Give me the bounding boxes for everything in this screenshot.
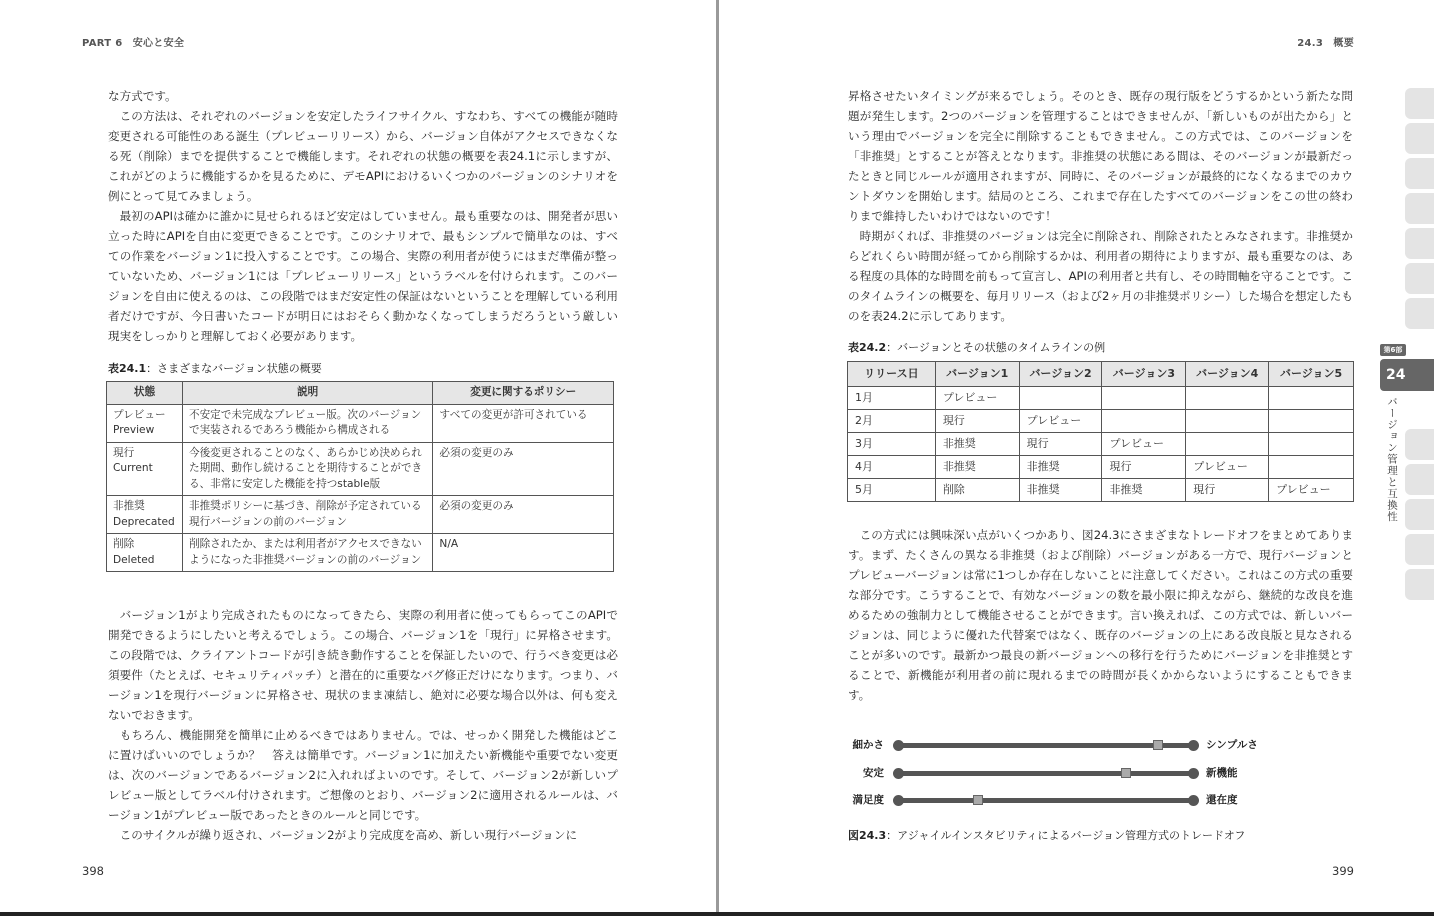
state-cell: 削除 Deleted [107,534,183,572]
policy-cell: N/A [433,534,614,572]
slider-thumb [973,795,983,805]
table-cell: 現行 [1019,432,1102,455]
table-caption-label: 表24.1 [108,362,147,375]
table-row [848,478,1354,501]
thumb-tab[interactable] [1405,88,1434,119]
table-cell: 現行 [1102,455,1186,478]
right-body-bottom [848,525,1353,705]
thumb-index-tabs-bottom [1405,394,1434,604]
paragraph: な方式です。 [108,89,177,103]
table-row [848,409,1354,432]
table-cell: 非推奨 [1102,478,1186,501]
policy-cell: 必須の変更のみ [433,442,614,496]
slider-right-label: 還在度 [1206,794,1238,806]
table-row [107,442,614,496]
table-cell: 現行 [935,409,1019,432]
slider-track [898,743,1194,748]
tradeoff-slider [848,737,1278,753]
right-body-top [848,86,1353,326]
page-number-right: 399 [1332,864,1354,878]
slider-end-dot [1188,740,1199,751]
table-cell [1269,386,1354,409]
table-cell: プレビュー [1019,409,1102,432]
state-cell: 非推奨 Deprecated [107,496,183,534]
table-cell: 非推奨 [935,455,1019,478]
figure-caption-text: ：アジャイルインスタビリティによるバージョン管理方式のトレードオフ [886,829,1246,842]
chapter-number-tab[interactable]: 24 [1380,359,1434,391]
slider-right-label: 新機能 [1206,767,1238,779]
description-cell: 不安定で未完成なプレビュー版。次のバージョンで実装されるであろう機能から構成される [182,404,432,442]
thumb-tab[interactable] [1405,123,1434,154]
paragraph: このサイクルが繰り返され、バージョン2がより完成度を高め、新しい現行バージョンに [119,828,578,842]
table-header: バージョン2 [1019,362,1102,387]
slider-end-dot [893,795,904,806]
running-head-right: 24.3 概要 [1297,38,1354,49]
table-header: バージョン5 [1269,362,1354,387]
thumb-tab[interactable] [1405,158,1434,189]
table-row [848,455,1354,478]
thumb-index-tabs-top [1405,88,1434,333]
table-header: バージョン4 [1186,362,1269,387]
table-cell: プレビュー [1186,455,1269,478]
table-cell [1019,386,1102,409]
slider-right-label: シンプルさ [1206,739,1258,751]
thumb-tab[interactable] [1405,298,1434,329]
thumb-tab[interactable] [1405,228,1434,259]
table-cell: 1月 [848,386,936,409]
thumb-tab[interactable] [1405,263,1434,294]
table-header: 変更に関するポリシー [433,382,614,405]
paragraph: この方法は、それぞれのバージョンを安定したライフサイクル、すなわち、すべての機能が随時変更される可能性のある誕生（プレビューリリース）から、バージョン自体がアクセスできなくなる死（削除）までを提供することで機能します。それぞれの状態の概要を表24.1に示しますが、これがどのように機能するかを見るために、デモAPIにおけるいくつかのバージョンのシナリオを例にとって見てみましょう。 [108,109,618,203]
state-cell: プレビュー Preview [107,404,183,442]
table-header: リリース日 [848,362,936,387]
table-row [107,496,614,534]
table-header: 説明 [182,382,432,405]
thumb-tab[interactable] [1405,534,1434,565]
running-head-left: PART 6 安心と安全 [82,38,185,49]
table-cell: 現行 [1186,478,1269,501]
slider-track [898,798,1194,803]
table-cell [1269,432,1354,455]
table-caption-label: 表24.2 [848,341,887,354]
thumb-tab[interactable] [1405,569,1434,600]
description-cell: 削除されたか、または利用者がアクセスできないようになった非推奨バージョンの前のバージョン [182,534,432,572]
state-cell: 現行 Current [107,442,183,496]
slider-track [898,771,1194,776]
table-cell: 3月 [848,432,936,455]
thumb-tab[interactable] [1405,429,1434,460]
table-header: バージョン1 [935,362,1019,387]
table-cell: プレビュー [935,386,1019,409]
table-caption-text: ：さまざまなバージョン状態の概要 [146,362,322,375]
left-body-top [108,86,618,346]
table-cell: 5月 [848,478,936,501]
table-cell: 非推奨 [935,432,1019,455]
slider-end-dot [1188,768,1199,779]
slider-left-label: 安定 [863,767,884,779]
table-cell: 4月 [848,455,936,478]
description-cell: 今後変更されることのなく、あらかじめ決められた期間、動作し続けることを期待することができる、非常に安定した機能を持つstable版 [182,442,432,496]
version-state-table [106,381,614,572]
thumb-tab[interactable] [1405,464,1434,495]
table-cell: 2月 [848,409,936,432]
table-caption [848,339,1105,355]
description-cell: 非推奨ポリシーに基づき、削除が予定されている現行バージョンの前のバージョン [182,496,432,534]
paragraph: 昇格させたいタイミングが来るでしょう。そのとき、既存の現行版をどうするかという新たな問題が発生します。2つのバージョンを管理することはできませんが、「新しいものが出たから」という理由でバージョンを完全に削除することもできません。この方式では、このバージョンを「非推奨」とすることが答えとなります。非推奨の状態にある間は、そのバージョンが最新だったときと同じルールが適用されますが、同時に、そのバージョンが最終的になくなるまでのカウントダウンを開始します。結局のところ、これまで存在したすべてのバージョンをこの世の終わりまで維持したいわけではないのです！ [848,89,1353,223]
table-row [848,386,1354,409]
table-cell [1186,409,1269,432]
chapter-title-vertical: バージョン管理と互換性 [1386,396,1398,523]
tradeoff-slider [848,792,1278,808]
paragraph: 時期がくれば、非推奨のバージョンは完全に削除され、削除されたとみなされます。非推奨からどれくらい時間が経ってから削除するかは、利用者の期待によりますが、最も重要なのは、ある程度の具体的な時間を前もって宣言し、APIの利用者と共有し、その時間軸を守ることです。このタイムラインの概要を、毎月リリース（および2ヶ月の非推奨ポリシー）した場合を想定したものを表24.2に示してあります。 [848,229,1353,323]
paragraph: この方式には興味深い点がいくつかあり、図24.3にさまざまなトレードオフをまとめてあります。まず、たくさんの異なる非推奨（および削除）バージョンがある一方で、現行バージョンとプレビューバージョンは常に1つしか存在しないことに注意してください。これはこの方式の重要な部分です。こうすることで、有効なバージョンの数を最小限に抑えながら、継続的な改良を進めるための強制力として機能させることができます。言い換えれば、この方式では、新しいバージョンは、同じように優れた代替案ではなく、既存のバージョンの上にある改良版と見なされることが多いのです。最新かつ最良の新バージョンへの移行を行うためにバージョンを非推奨とすることで、新機能が利用者の前に現れるまでの時間が長くかからないようにすることもできます。 [848,528,1353,702]
paragraph: バージョン1がより完成されたものになってきたら、実際の利用者に使ってもらってこのAPIで開発できるようにしたいと考えるでしょう。この場合、バージョン1を「現行」に昇格させます。この段階では、クライアントコードが引き続き動作することを保証したいので、行うべき変更は必須要件（たとえば、セキュリティパッチ）と潜在的に重要なバグ修正だけになります。つまり、バージョン1を現行バージョンに昇格させ、現状のまま凍結し、絶対に必要な場合以外は、何も変えないでおきます。 [108,608,618,722]
table-header: 状態 [107,382,183,405]
bottom-edge [0,912,1434,916]
slider-end-dot [893,768,904,779]
table-cell [1186,386,1269,409]
figure-caption [848,827,1245,843]
slider-thumb [1153,740,1163,750]
table-cell: プレビュー [1269,478,1354,501]
slider-end-dot [1188,795,1199,806]
slider-thumb [1121,768,1131,778]
paragraph: もちろん、機能開発を簡単に止めるべきではありません。では、せっかく開発した機能はどこに置けばいいのでしょうか？ 答えは簡単です。バージョン1に加えたい新機能や重要でない変更は、次のバージョンであるバージョン2に入れればよいのです。そして、バージョン2が新しいプレビュー版としてラベル付けされます。ご想像のとおり、バージョン2に適用されるルールは、バージョン1がプレビュー版であったときのルールと同じです。 [108,728,618,822]
table-cell [1269,409,1354,432]
table-cell: 非推奨 [1019,478,1102,501]
tradeoff-slider [848,765,1278,781]
table-cell: 非推奨 [1019,455,1102,478]
policy-cell: すべての変更が許可されている [433,404,614,442]
table-cell [1102,409,1186,432]
policy-cell: 必須の変更のみ [433,496,614,534]
part-label: 第6部 [1380,344,1406,356]
version-timeline-table [847,361,1354,502]
left-body-bottom [108,605,618,845]
paragraph: 最初のAPIは確かに誰かに見せられるほど安定はしていません。最も重要なのは、開発者が思い立った時にAPIを自由に変更できることです。このシナリオで、最もシンプルで簡単なのは、すべての作業をバージョン1に投入することです。この場合、実際の利用者が使うにはまだ準備が整っていないため、バージョン1には「プレビューリリース」というラベルを付けられます。このバージョンを自由に使えるのは、この段階ではまだ安定性の保証はないということを理解している利用者だけですが、今日書いたコードが明日にはおそらく動かなくなってしまうだろうという厳しい現実をしっかりと理解しておく必要があります。 [108,209,618,343]
table-row [848,432,1354,455]
table-cell: プレビュー [1102,432,1186,455]
table-cell: 削除 [935,478,1019,501]
table-caption-text: ：バージョンとその状態のタイムラインの例 [886,341,1106,354]
table-row [107,404,614,442]
table-row [107,534,614,572]
table-cell [1269,455,1354,478]
thumb-tab[interactable] [1405,499,1434,530]
table-cell [1102,386,1186,409]
slider-left-label: 細かさ [852,739,884,751]
table-cell [1186,432,1269,455]
table-header: バージョン3 [1102,362,1186,387]
table-caption [108,360,322,376]
thumb-tab[interactable] [1405,193,1434,224]
page-number-left: 398 [82,864,104,878]
figure-caption-label: 図24.3 [848,829,887,842]
slider-left-label: 満足度 [852,794,884,806]
slider-end-dot [893,740,904,751]
